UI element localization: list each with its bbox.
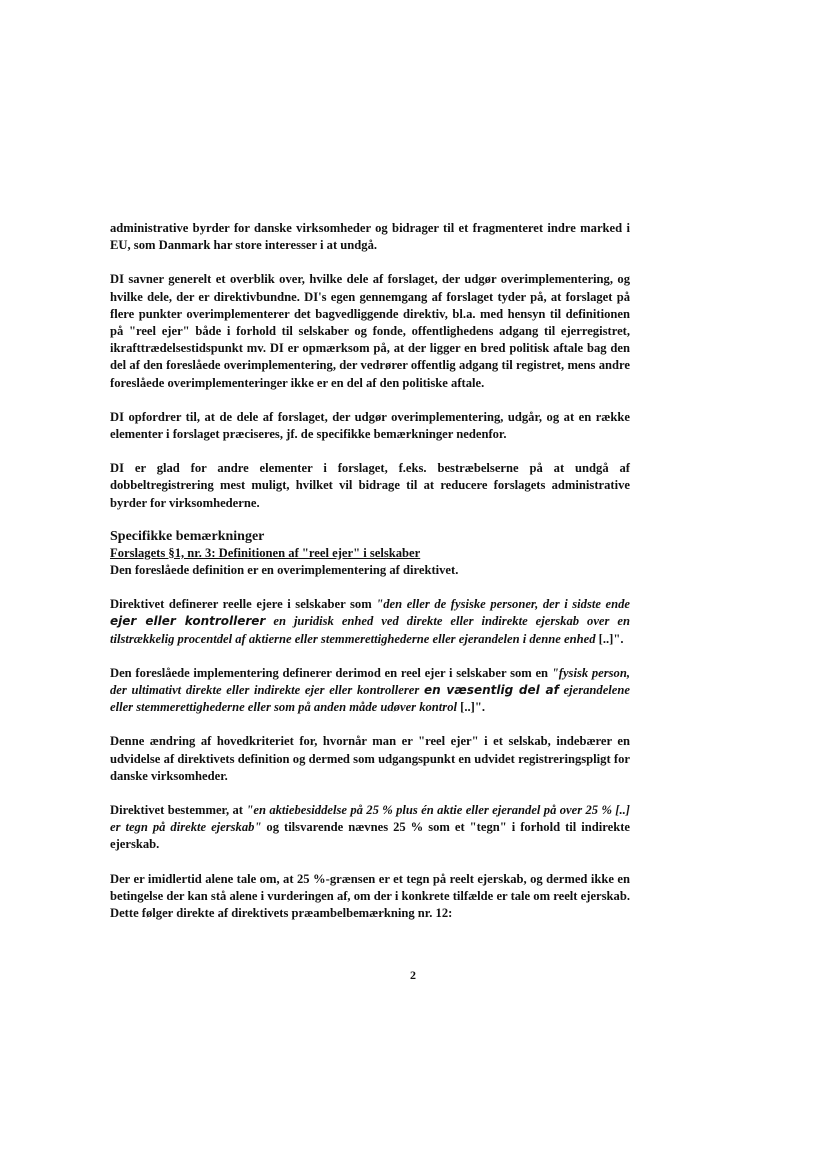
p5-text-a: Direktivet definerer reelle ejere i selskaber som: [110, 597, 377, 612]
p5-quote-start: "den eller de fysiske personer, der i sidste ende: [376, 597, 630, 612]
p6-text-end: [..]".: [457, 700, 485, 715]
p8-text-a: Direktivet bestemmer, at: [110, 803, 247, 818]
section-intro: Den foreslåede definition er en overimplementering af direktivet.: [110, 563, 459, 578]
paragraph-9: Der er imidlertid alene tale om, at 25 %-grænsen er et tegn på reelt ejerskab, og dermed ikke en betingelse der kan stå alene i vurderingen af, om der i konkrete tilfælde er tale om reelt ejerskab. Dette følger direkte af direktivets præambelbemærkning nr. 12:: [110, 871, 630, 921]
paragraph-5: [110, 596, 630, 648]
p8-text-c: og tilsvarende nævnes 25 % som et "tegn" i forhold til indirekte ejerskab.: [110, 820, 630, 852]
p8-quote: "en aktiebesiddelse på 25 % plus én aktie eller ejerandel på over 25 % [..] er tegn på direkte ejerskab": [110, 803, 630, 835]
p6-quote-rest: ejerandelene eller stemmerettighederne eller som på anden måde udøver kontrol: [110, 683, 630, 715]
paragraph-7: Denne ændring af hovedkriteriet for, hvornår man er "reel ejer" i et selskab, indebærer en udvidelse af direktivets definition og dermed som udgangspunkt en udvidet registreringspligt for danske virksomheder.: [110, 734, 630, 783]
paragraph-4: DI er glad for andre elementer i forslaget, f.eks. bestræbelserne på at undgå af dobbeltregistrering mest muligt, hvilket vil bidrage til at reducere forslagets administrative byrder for virksomhederne.: [110, 461, 630, 510]
p6-text-a: Den foreslåede implementering definerer derimod en reel ejer i selskaber som en: [110, 665, 552, 680]
paragraph-6: [110, 665, 630, 717]
paragraph-8: [110, 802, 630, 854]
p6-quote-start: "fysisk person, der ultimativt direkte eller indirekte ejer eller kontrollerer: [110, 665, 630, 698]
paragraph-1: administrative byrder for danske virksomheder og bidrager til et fragmenteret indre marked i EU, som Danmark har store interesser i at undgå.: [110, 221, 630, 253]
section-subheading: Forslagets §1, nr. 3: Definitionen af "reel ejer" i selskaber: [110, 545, 421, 560]
section-heading: Specifikke bemærkninger: [110, 528, 265, 544]
paragraph-3: DI opfordrer til, at de dele af forslaget, der udgør overimplementering, udgår, og at en række elementer i forslaget præciseres, jf. de specifikke bemærkninger nedenfor.: [110, 409, 630, 442]
page-content: [110, 220, 630, 939]
p6-quote-emphasis: en væsentlig del af: [424, 683, 559, 698]
p5-quote-emphasis: ejer eller kontrollerer: [110, 614, 266, 629]
p5-quote-rest: en juridisk enhed ved direkte eller indirekte ejerskab over en tilstrækkelig procentdel af aktierne eller stemmerettighederne eller ejerandelen i denne enhed: [110, 614, 630, 646]
page-number: 2: [410, 968, 416, 982]
paragraph-2: DI savner generelt et overblik over, hvilke dele af forslaget, der udgør overimplementering, og hvilke dele, der er direktivbundne. DI's egen gennemgang af forslaget tyder på, at forslaget på flere punkter overimplementerer det bagvedliggende direktiv, bl.a. med hensyn til definitionen på "reel ejer" både i forhold til selskaber og fonde, offentlighedens adgang til ejerregistret, ikrafttrædelsestidspunkt mv. DI er opmærksom på, at der ligger en bred politisk aftale bag den del af den foreslåede overimplementering, der vedrører offentlig adgang til registret, mens andre foreslåede overimplementeringer ikke er en del af den politiske aftale.: [110, 272, 630, 390]
p5-text-end: [..]".: [595, 631, 624, 646]
